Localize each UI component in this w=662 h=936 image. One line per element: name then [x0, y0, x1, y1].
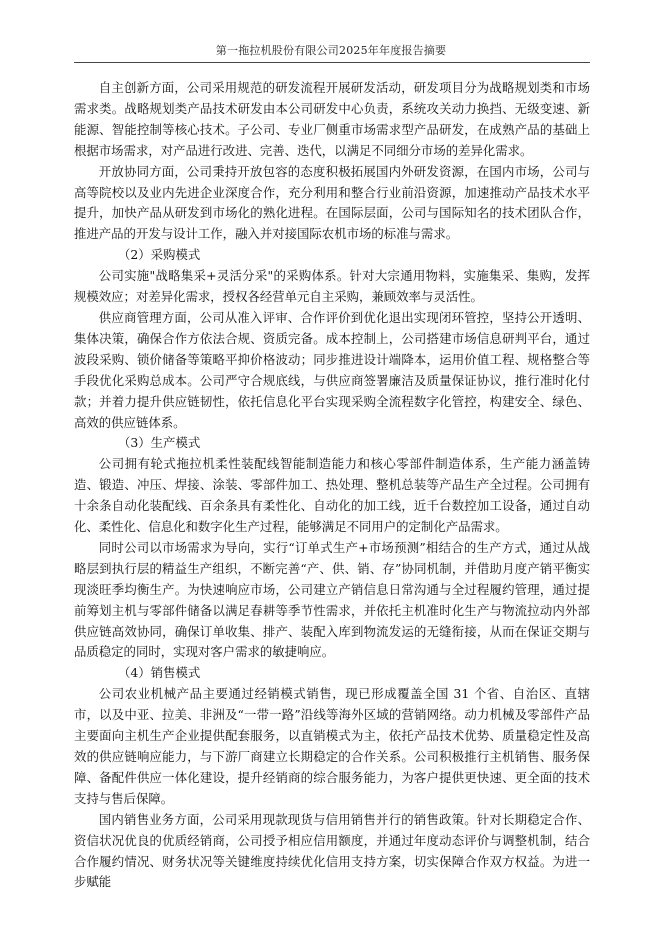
- paragraph-independent-innovation: 自主创新方面，公司采用规范的研发流程开展研发活动，研发项目分为战略规划类和市场需求类。战略规划类产品技术研发由本公司研发中心负责，系统攻关动力换挡、无级变速、新能源、智能控制等核心技术。子公司、专业厂侧重市场需求型产品研发，在成熟产品的基础上根据市场需求，对产品进行改进、完善、迭代，以满足不同细分市场的差异化需求。: [74, 80, 590, 158]
- section-heading-sales: （4）销售模式: [118, 665, 201, 681]
- section-heading-production: （3）生产模式: [118, 435, 201, 451]
- paragraph-domestic-sales: 国内销售业务方面，公司采用现款现货与信用销售并行的销售政策。针对长期稳定合作、资信状况优良的优质经销商，公司授予相应信用额度，并通过年度动态评价与调整机制，结合合作履约情况、财务状况等关键维度持续优化信用支持方案，切实保障合作双方权益。为进一步赋能: [74, 811, 590, 890]
- paragraph-production-method: 同时公司以市场需求为导向，实行“订单式生产+市场预测”相结合的生产方式，通过从战略层到执行层的精益生产组织，不断完善“产、供、销、存”协同机制，并借助月度产销平衡实现淡旺季均衡生产。为快速响应市场，公司建立产销信息日常沟通与全过程履约管理，通过提前筹划主机与零部件储备以满足春耕等季节性需求，并依托主机准时化生产与物流拉动内外部供应链高效协同，确保订单收集、排产、装配入库到物流发运的无缝衔接，从而在保证交期与品质稳定的同时，实现对客户需求的敏捷响应。: [74, 539, 590, 660]
- document-body: [74, 78, 590, 893]
- paragraph-production-capability: 公司拥有轮式拖拉机柔性装配线智能制造能力和核心零部件制造体系，生产能力涵盖铸造、锻造、冲压、焊接、涂装、零部件加工、热处理、整机总装等产品生产全过程。公司拥有十余条自动化装配线、百余条具有柔性化、自动化的加工线，近千台数控加工设备，通过自动化、柔性化、信息化和数字化生产过程，能够满足不同用户的定制化产品需求。: [74, 456, 590, 535]
- paragraph-procurement-system: 公司实施"战略集采+灵活分采"的采购体系。针对大宗通用物料，实施集采、集购，发挥规模效应；对差异化需求，授权各经营单元自主采购，兼顾效率与灵活性。: [74, 268, 590, 305]
- section-heading-procurement: （2）采购模式: [118, 247, 201, 263]
- paragraph-sales-network: 公司农业机械产品主要通过经销模式销售，现已形成覆盖全国 31 个省、自治区、直辖市，以及中亚、拉美、非洲及“一带一路”沿线等海外区域的营销网络。动力机械及零部件产品主要面向主机生产企业提供配套服务，以直销模式为主，依托产品技术优势、质量稳定性及高效的供应链响应能力，与下游厂商建立长期稳定的合作关系。公司积极推行主机销售、服务保障、备配件供应一体化建设，提升经销商的综合服务能力，为客户提供更快速、更全面的技术支持与售后保障。: [74, 686, 590, 806]
- paragraph-open-collaboration: 开放协同方面，公司秉持开放包容的态度积极拓展国内外研发资源，在国内市场，公司与高等院校以及业内先进企业深度合作，充分利用和整合行业前沿资源，加速推动产品技术水平提升，加快产品从研发到市场化的熟化进程。在国际层面，公司与国际知名的技术团队合作，推进产品的开发与设计工作，融入并对接国际农机市场的标准与需求。: [74, 163, 590, 242]
- header-divider: [74, 62, 590, 63]
- page-header: 第一拖拉机股份有限公司2025年年度报告摘要: [215, 44, 447, 57]
- paragraph-supplier-management: 供应商管理方面，公司从准入评审、合作评价到优化退出实现闭环管控，坚持公开透明、集体决策，确保合作方依法合规、资质完备。成本控制上，公司搭建市场信息研判平台，通过波段采购、锁价储备等策略平抑价格波动；同步推进设计端降本，运用价值工程、规格整合等手段优化采购总成本。公司严守合规底线，与供应商签署廉洁及质量保证协议，推行准时化付款；并着力提升供应链韧性，依托信息化平台实现采购全流程数字化管控，构建安全、绿色、高效的供应链体系。: [74, 309, 590, 430]
